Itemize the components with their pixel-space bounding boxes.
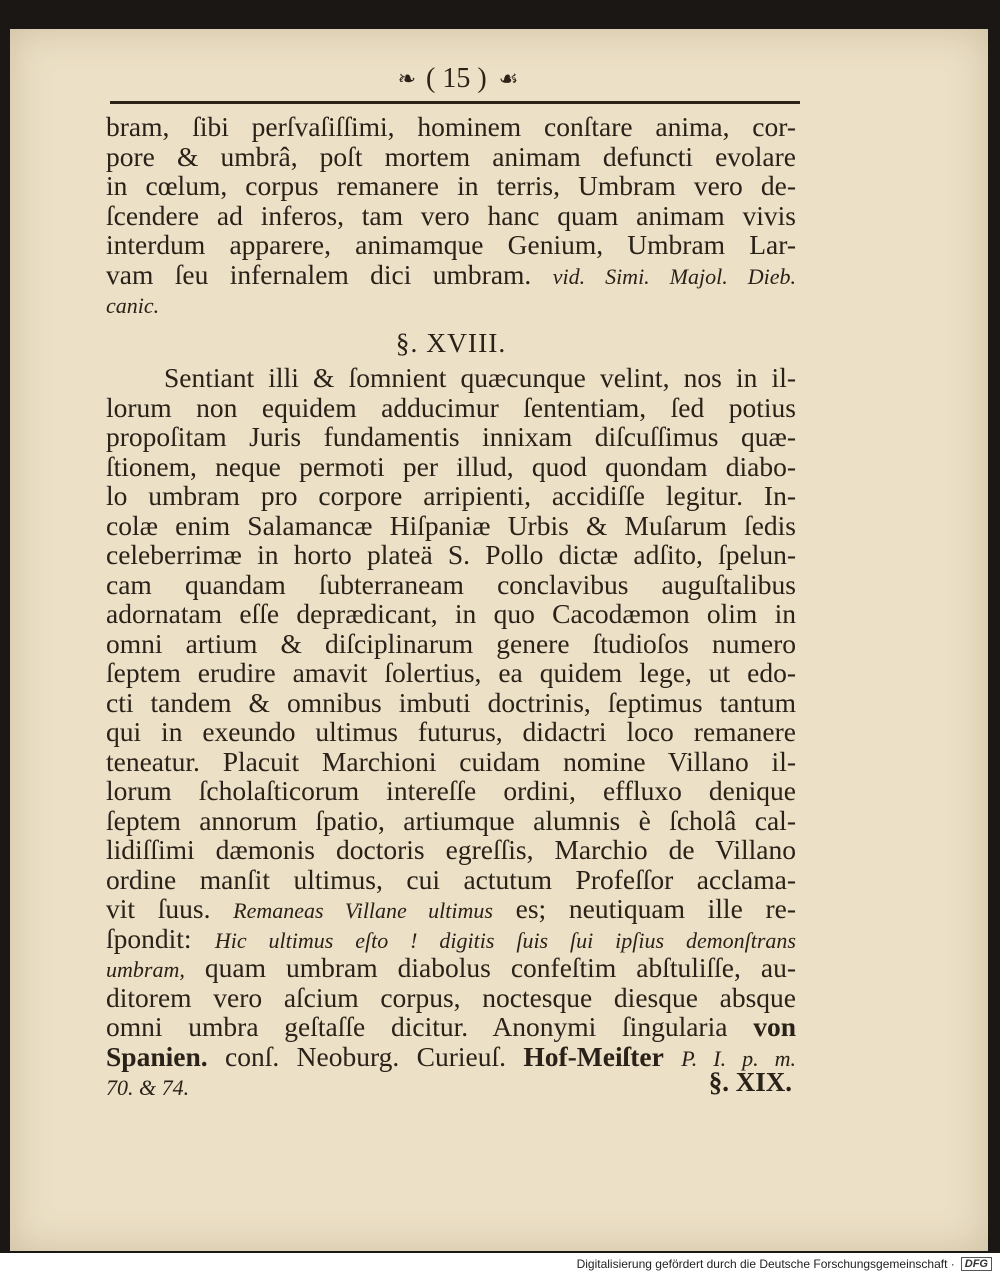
text-line: propoſitam Juris fundamentis innixam diſcuſſimus quæ- <box>106 421 796 452</box>
header-rule <box>110 101 800 104</box>
right-ornament-icon: ☙ <box>498 66 517 91</box>
text-span: ſpondit: <box>106 922 192 954</box>
citation: canic. <box>106 293 160 318</box>
text-line: celeberrimæ in horto plateä S. Pollo dictæ adſito, ſpelun- <box>106 539 796 570</box>
text-span: es; neutiquam ille re- <box>515 893 797 924</box>
catchword: §. XIX. <box>708 1067 792 1097</box>
quotation: Remaneas Villane ultimus <box>233 898 493 923</box>
text-line <box>106 260 796 290</box>
text-line: lorum non equidem adducimur ſententiam, ſed potius <box>106 391 796 423</box>
text-line: bram, ſibi perſvaſiſſimi, hominem conſtare anima, cor- <box>106 111 796 142</box>
text-line: ordine manſit ultimus, cui actutum Profeſſor acclama- <box>106 863 796 895</box>
quotation: umbram, <box>106 957 185 982</box>
text-line: Sentiant illi & ſomnient quæcunque velint, nos in il- <box>164 362 796 393</box>
text-line <box>106 924 796 954</box>
text-line: cam quandam ſubterraneam conclavibus auguſtalibus <box>106 568 796 600</box>
text-line: omni artium & diſciplinarum genere ſtudioſos numero <box>106 627 796 659</box>
text-line: lo umbram pro corpore arripienti, accidiſſe legitur. In- <box>106 480 796 511</box>
text-line: lorum ſcholaſticorum intereſſe ordini, effluxo denique <box>106 775 796 806</box>
text-line <box>106 289 796 319</box>
text-line: lidiſſimi dæmonis doctoris egreſſis, Marchio de Villano <box>106 834 796 865</box>
text-span: quam umbram diabolus confeſtim abſtuliſſe, au- <box>204 952 796 983</box>
text-line <box>106 1071 796 1101</box>
text-span: omni umbra geſtaſſe dicitur. Anonymi ſingularia <box>106 1011 728 1042</box>
text-line: cti tandem & omnibus imbuti doctrinis, ſeptimus tantum <box>106 686 796 718</box>
text-line <box>106 953 796 983</box>
blackletter-text: Spanien. <box>106 1040 208 1072</box>
text-line: pore & umbrâ, poſt mortem animam defuncti evolare <box>106 140 796 172</box>
text-line <box>106 1042 796 1072</box>
page-header <box>352 62 562 96</box>
text-line: ſcendere ad inferos, tam vero hanc quam animam vivis <box>106 199 796 231</box>
text-line: in cœlum, corpus remanere in terris, Umbram vero de- <box>106 170 796 201</box>
text-line: ſeptem annorum ſpatio, artiumque alumnis è ſcholâ cal- <box>106 804 796 836</box>
text-line: qui in exeundo ultimus futurus, didactri loco remanere <box>106 716 796 747</box>
text-span: vit ſuus. <box>106 893 211 924</box>
dfg-logo-icon: DFG <box>961 1257 992 1271</box>
text-span: vam ſeu infernalem dici umbram. <box>106 258 532 290</box>
text-line <box>106 894 796 924</box>
text-line: colæ enim Salamancæ Hiſpaniæ Urbis & Muſarum ſedis <box>106 509 796 541</box>
section-heading: §. XVIII. <box>395 327 507 358</box>
text-line: adornatam eſſe deprædicant, in quo Cacodæmon olim in <box>106 598 796 629</box>
citation: 70. & 74. <box>106 1075 190 1100</box>
text-line: teneatur. Placuit Marchioni cuidam nomine Villano il- <box>106 745 796 777</box>
page-number: ( 15 ) <box>426 63 487 94</box>
digitization-footer <box>0 1253 1000 1275</box>
quotation: Hic ultimus eſto ! digitis ſuis ſui ipſius demonſtrans <box>214 927 796 953</box>
text-span: conſ. Neoburg. Curieuſ. <box>225 1040 506 1072</box>
blackletter-text: von <box>753 1011 796 1042</box>
text-line: ſeptem erudire amavit ſolertius, ea quidem lege, ut edo- <box>106 657 796 688</box>
text-line: interdum apparere, animamque Genium, Umbram Lar- <box>106 229 796 260</box>
citation: vid. Simi. Majol. Dieb. <box>552 263 796 289</box>
text-line: ſtionem, neque permoti per illud, quod quondam diabo- <box>106 450 796 482</box>
citation: P. I. p. m. <box>681 1045 796 1071</box>
top-paragraph <box>106 112 796 319</box>
footer-credit: Digitalisierung gefördert durch die Deutsche Forschungsgemeinschaft · <box>576 1257 955 1271</box>
text-line <box>106 1012 796 1042</box>
left-ornament-icon: ❧ <box>397 66 415 91</box>
blackletter-text: Hof-Meiſter <box>523 1040 664 1072</box>
text-line: ditorem vero aſcium corpus, noctesque diesque absque <box>106 981 796 1013</box>
main-paragraph <box>106 363 796 1101</box>
